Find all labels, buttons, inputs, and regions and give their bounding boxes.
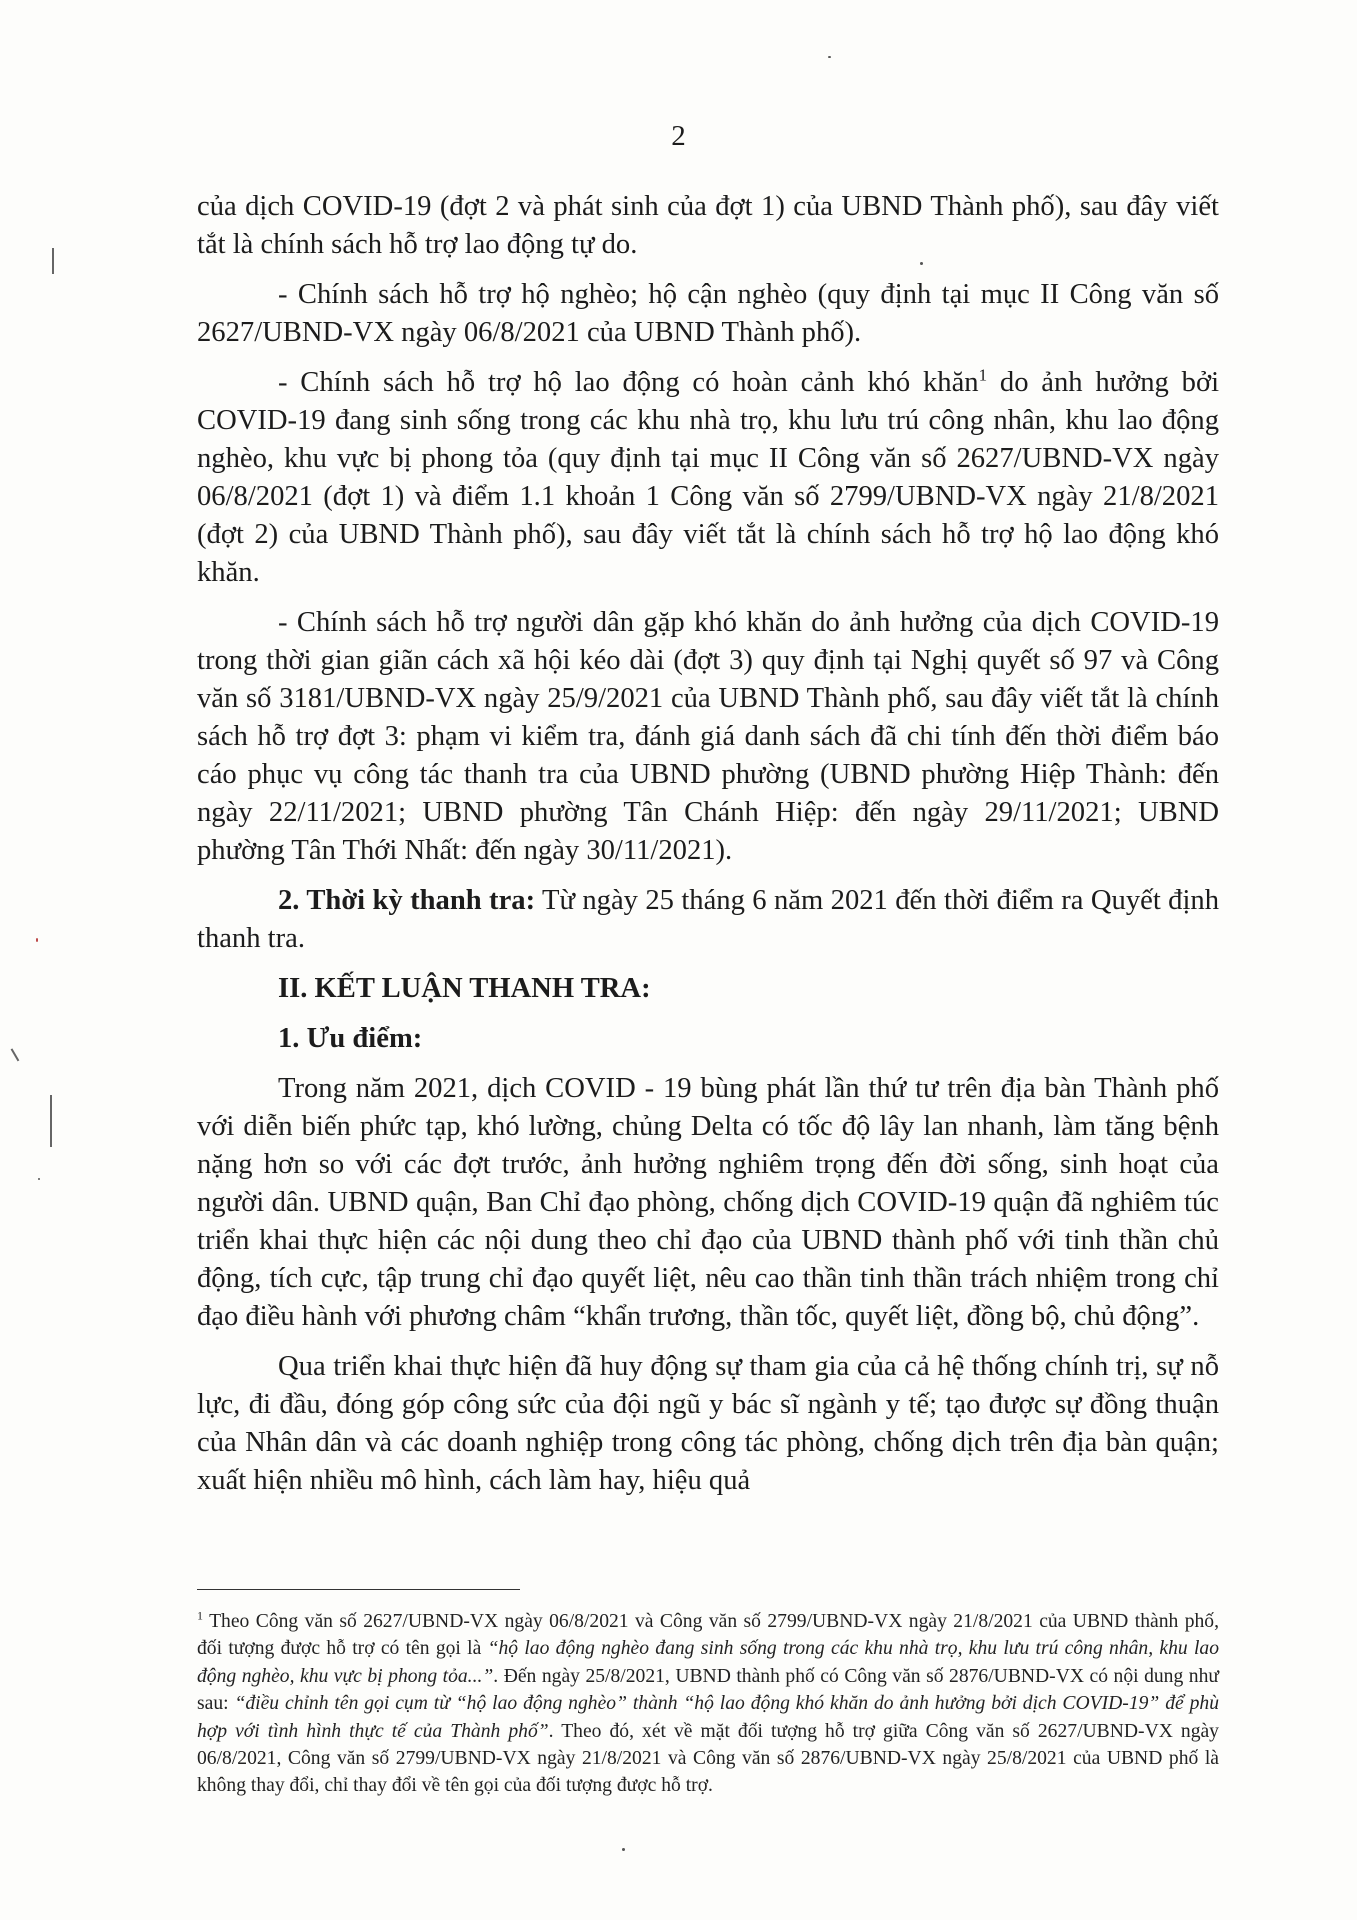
- footnote-quote: “hộ lao động nghèo đang sinh sống trong các khu nhà trọ, khu lưu trú công nhân, khu lao động nghèo, khu vực bị phong tỏa...”: [197, 1638, 1220, 1687]
- page-number: 2: [671, 120, 686, 152]
- footnote-text: . Theo đó, xét về mặt đối tượng hỗ trợ giữa Công văn số 2627/UBND-VX ngày 06/8/2021, Công văn số 2799/UBND-VX ngày 21/8/2021 và Công văn số 2876/UBND-VX ngày 25/8/2021 của UBND phố là không thay đổi, chỉ thay đổi về tên gọi của đối tượng được hỗ trợ.: [197, 1720, 1219, 1797]
- scan-speck: [920, 262, 923, 265]
- paragraph-text: do ảnh hưởng bởi COVID-19 đang sinh sống trong các khu nhà trọ, khu lưu trú công nhân, khu lao động nghèo, khu vực bị phong tỏa (quy định tại mục II Công văn số 2627/UBND-VX ngày 06/8/2021 (đợt 1) và điểm 1.1 khoản 1 Công văn số 2799/UBND-VX ngày 21/8/2021 (đợt 2) của UBND Thành phố), sau đây viết tắt là chính sách hỗ trợ hộ lao động khó khăn.: [197, 367, 1220, 588]
- footnote-separator: [197, 1589, 520, 1590]
- footnote: [197, 1608, 1219, 1800]
- paragraph-inspection-period: [197, 882, 1219, 958]
- paragraph-poor-households: - Chính sách hỗ trợ hộ nghèo; hộ cận nghèo (quy định tại mục II Công văn số 2627/UBND-VX ngày 06/8/2021 của UBND Thành phố).: [197, 279, 1219, 348]
- document-body: [197, 188, 1219, 1512]
- footnote-text: . Đến ngày 25/8/2021, UBND thành phố có Công văn số 2876/UBND-VX có nội dung như sau:: [197, 1665, 1219, 1715]
- scan-mark: [11, 1049, 19, 1062]
- footnote-reference: 1: [978, 365, 988, 385]
- paragraph-continuation: của dịch COVID-19 (đợt 2 và phát sinh của đợt 1) của UBND Thành phố), sau đây viết tắt là chính sách hỗ trợ lao động tự do.: [197, 191, 1219, 260]
- scan-speck: [622, 1848, 625, 1851]
- footnote-marker: 1: [197, 1608, 203, 1623]
- scan-speck: [36, 938, 38, 942]
- subsection-heading-strengths: 1. Ưu điểm:: [278, 1023, 423, 1054]
- paragraph-mobilization: Qua triển khai thực hiện đã huy động sự tham gia của cả hệ thống chính trị, sự nỗ lực, đi đầu, đóng góp công sức của đội ngũ y bác sĩ ngành y tế; tạo được sự đồng thuận của Nhân dân và các doanh nghiệp trong công tác phòng, chống dịch trên địa bàn quận; xuất hiện nhiều mô hình, cách làm hay, hiệu quả: [197, 1351, 1219, 1496]
- footnote-quote: “điều chỉnh tên gọi cụm từ “hộ lao động nghèo” thành “hộ lao động khó khăn do ảnh hưởng bởi dịch COVID-19” để phù hợp với tình hình thực tế của Thành phố”: [197, 1693, 1219, 1742]
- paragraph-phase-3-support: - Chính sách hỗ trợ người dân gặp khó khăn do ảnh hưởng của dịch COVID-19 trong thời gian giãn cách xã hội kéo dài (đợt 3) quy định tại Nghị quyết số 97 và Công văn số 3181/UBND-VX ngày 25/9/2021 của UBND Thành phố, sau đây viết tắt là chính sách hỗ trợ đợt 3: phạm vi kiểm tra, đánh giá danh sách đã chi tính đến thời điểm báo cáo phục vụ công tác thanh tra của UBND phường (UBND phường Hiệp Thành: đến ngày 22/11/2021; UBND phường Tân Chánh Hiệp: đến ngày 29/11/2021; UBND phường Tân Thới Nhất: đến ngày 30/11/2021).: [197, 607, 1219, 866]
- paragraph-covid-situation: Trong năm 2021, dịch COVID - 19 bùng phát lần thứ tư trên địa bàn Thành phố với diễn biến phức tạp, khó lường, chủng Delta có tốc độ lây lan nhanh, làm tăng bệnh nặng hơn so với các đợt trước, ảnh hưởng nghiêm trọng đến đời sống, sinh hoạt của người dân. UBND quận, Ban Chỉ đạo phòng, chống dịch COVID-19 quận đã nghiêm túc triển khai thực hiện các nội dung theo chỉ đạo của UBND thành phố với tinh thần chủ động, tích cực, tập trung chỉ đạo quyết liệt, nêu cao thần tinh thần trách nhiệm trong chỉ đạo điều hành với phương châm “khẩn trương, thần tốc, quyết liệt, đồng bộ, chủ động”.: [197, 1073, 1219, 1332]
- section-heading-conclusion: II. KẾT LUẬN THANH TRA:: [278, 973, 651, 1004]
- inspection-period-text: Từ ngày 25 tháng 6 năm 2021 đến thời điểm ra Quyết định thanh tra.: [197, 885, 1220, 954]
- scan-mark: [52, 248, 54, 274]
- scan-speck: [38, 1178, 40, 1180]
- paragraph-text: - Chính sách hỗ trợ hộ lao động có hoàn cảnh khó khăn: [278, 367, 979, 398]
- scan-mark: [50, 1095, 52, 1147]
- scan-speck: [828, 56, 831, 58]
- inspection-period-label: 2. Thời kỳ thanh tra:: [278, 885, 536, 916]
- footnote-text: Theo Công văn số 2627/UBND-VX ngày 06/8/2021 và Công văn số 2799/UBND-VX ngày 21/8/2021 của UBND thành phố, đối tượng được hỗ trợ có tên gọi là: [197, 1611, 1219, 1660]
- paragraph-difficult-households: [197, 364, 1219, 592]
